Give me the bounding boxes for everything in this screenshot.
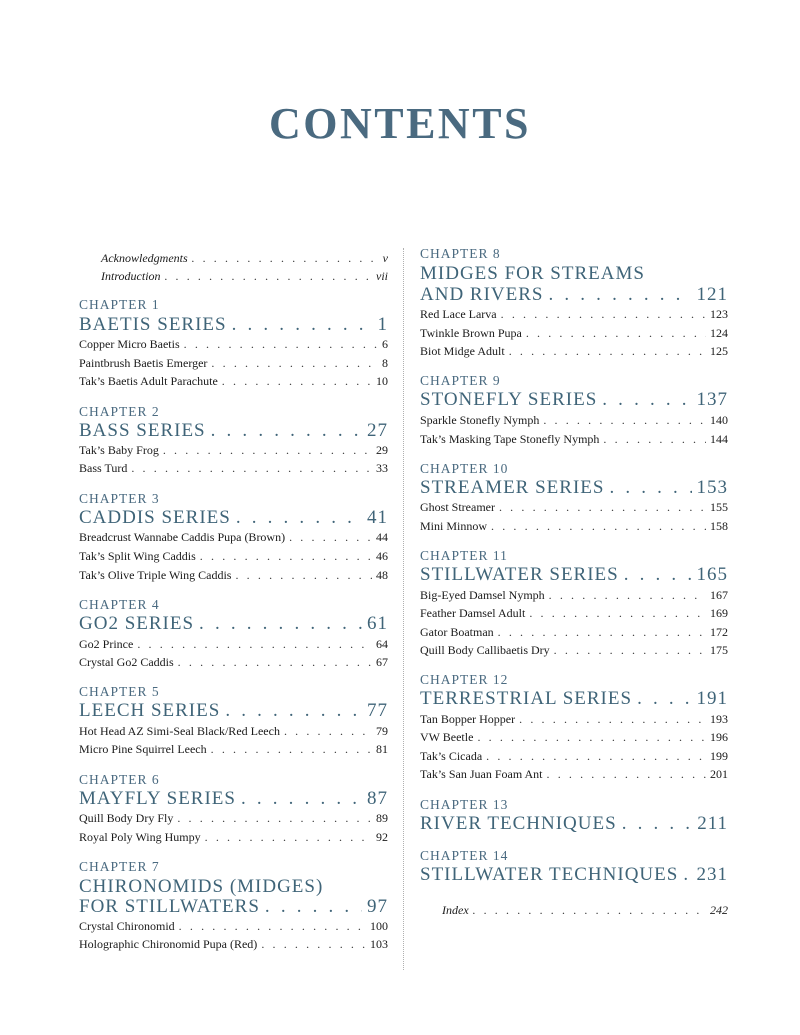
chapter-12-label: CHAPTER 12 xyxy=(420,672,509,687)
entry-name: Red Lace Larva xyxy=(420,307,497,321)
toc-entry[interactable] xyxy=(420,325,728,341)
toc-entry[interactable] xyxy=(420,642,728,658)
chapter-3-label: CHAPTER 3 xyxy=(79,491,160,506)
entry-page: 103 xyxy=(370,937,388,951)
chapter-page: 211 xyxy=(697,813,728,834)
entry-name: Holographic Chironomid Pupa (Red) xyxy=(79,937,258,951)
toc-entry[interactable] xyxy=(79,373,388,389)
chapter-14-title[interactable] xyxy=(420,864,728,886)
chapter-7-title[interactable] xyxy=(79,896,388,918)
entry-page: 67 xyxy=(376,655,388,669)
toc-entry[interactable] xyxy=(79,336,388,352)
chapter-title-text: MAYFLY SERIES xyxy=(79,788,236,809)
chapter-title-text: FOR STILLWATERS xyxy=(79,896,260,917)
entry-page: 167 xyxy=(710,588,728,602)
entry-page: 79 xyxy=(376,724,388,738)
entry-page: 10 xyxy=(376,374,388,388)
toc-entry[interactable] xyxy=(420,605,728,621)
entry-page: 125 xyxy=(710,344,728,358)
dot-leader xyxy=(554,642,706,658)
toc-front-introduction[interactable] xyxy=(79,268,388,284)
dot-leader xyxy=(199,613,362,635)
chapter-page: 137 xyxy=(696,389,728,410)
entry-page: 123 xyxy=(710,307,728,321)
dot-leader xyxy=(637,688,691,710)
entry-page: 100 xyxy=(370,919,388,933)
chapter-6-label: CHAPTER 6 xyxy=(79,772,160,787)
entry-name: Crystal Chironomid xyxy=(79,919,175,933)
dot-leader xyxy=(265,896,362,918)
entry-name: Tak’s San Juan Foam Ant xyxy=(420,767,543,781)
dot-leader xyxy=(222,373,372,389)
entry-name: Go2 Prince xyxy=(79,637,134,651)
entry-name: Mini Minnow xyxy=(420,519,488,533)
entry-page: 124 xyxy=(710,326,728,340)
chapter-2-label: CHAPTER 2 xyxy=(79,404,160,419)
dot-leader xyxy=(498,624,706,640)
entry-name: Bass Turd xyxy=(79,461,128,475)
dot-leader xyxy=(526,325,706,341)
dot-leader xyxy=(205,829,372,845)
entry-page: 81 xyxy=(376,742,388,756)
entry-page: 64 xyxy=(376,637,388,651)
toc-entry[interactable] xyxy=(79,442,388,458)
dot-leader xyxy=(609,477,691,499)
entry-name: VW Beetle xyxy=(420,730,474,744)
toc-front-acknowledgments[interactable] xyxy=(79,250,388,266)
entry-name: Sparkle Stonefly Nymph xyxy=(420,413,540,427)
chapter-10-title[interactable] xyxy=(420,477,728,499)
chapter-title-text: RIVER TECHNIQUES xyxy=(420,813,617,834)
entry-name: Tak’s Baby Frog xyxy=(79,443,159,457)
entry-page: 158 xyxy=(710,519,728,533)
toc-entry[interactable] xyxy=(420,499,728,515)
chapter-page: 87 xyxy=(367,788,388,809)
dot-leader xyxy=(284,723,372,739)
dot-leader xyxy=(163,442,372,458)
dot-leader xyxy=(548,284,691,306)
dot-leader xyxy=(184,336,378,352)
entry-name: Big-Eyed Damsel Nymph xyxy=(420,588,545,602)
column-divider xyxy=(403,248,404,970)
dot-leader xyxy=(236,507,362,529)
chapter-page: 191 xyxy=(696,688,728,709)
dot-leader xyxy=(131,460,372,476)
entry-name: Ghost Streamer xyxy=(420,500,495,514)
dot-leader xyxy=(211,420,362,442)
toc-entry[interactable] xyxy=(420,343,728,359)
chapter-title-text: CADDIS SERIES xyxy=(79,507,231,528)
entry-page: 33 xyxy=(376,461,388,475)
page-title: CONTENTS xyxy=(268,99,532,148)
chapter-8-label: CHAPTER 8 xyxy=(420,246,501,261)
entry-page: 29 xyxy=(376,443,388,457)
chapter-page: 61 xyxy=(367,613,388,634)
entry-name: Tak’s Split Wing Caddis xyxy=(79,549,196,563)
entry-page: 201 xyxy=(710,767,728,781)
entry-name: Twinkle Brown Pupa xyxy=(420,326,522,340)
entry-page: 242 xyxy=(710,903,728,917)
dot-leader xyxy=(622,813,693,835)
entry-page: 193 xyxy=(710,712,728,726)
chapter-12-title[interactable] xyxy=(420,688,728,710)
chapter-5-label: CHAPTER 5 xyxy=(79,684,160,699)
toc-entry[interactable] xyxy=(79,741,388,757)
dot-leader xyxy=(289,529,372,545)
chapter-page: 121 xyxy=(696,284,728,305)
entry-page: 48 xyxy=(376,568,388,582)
chapter-7-title-line1: CHIRONOMIDS (MIDGES) xyxy=(79,876,324,897)
entry-name: Biot Midge Adult xyxy=(420,344,505,358)
toc-entry[interactable] xyxy=(420,431,728,447)
entry-page: 199 xyxy=(710,749,728,763)
toc-entry[interactable] xyxy=(420,412,728,428)
entry-name: Tan Bopper Hopper xyxy=(420,712,516,726)
chapter-title-text: STILLWATER TECHNIQUES xyxy=(420,864,679,885)
entry-name: Tak’s Olive Triple Wing Caddis xyxy=(79,568,232,582)
dot-leader xyxy=(486,748,706,764)
chapter-title-text: BASS SERIES xyxy=(79,420,206,441)
chapter-page: 231 xyxy=(696,864,728,885)
chapter-page: 165 xyxy=(696,564,728,585)
toc-entry[interactable] xyxy=(79,529,388,545)
dot-leader xyxy=(624,564,692,586)
dot-leader xyxy=(211,741,372,757)
chapter-9-title[interactable] xyxy=(420,389,728,411)
entry-name: Hot Head AZ Simi-Seal Black/Red Leech xyxy=(79,724,280,738)
toc-entry[interactable] xyxy=(420,518,728,534)
chapter-page: 97 xyxy=(367,896,388,917)
dot-leader xyxy=(477,729,706,745)
entry-page: 140 xyxy=(710,413,728,427)
entry-page: 46 xyxy=(376,549,388,563)
entry-page: 155 xyxy=(710,500,728,514)
chapter-page: 41 xyxy=(367,507,388,528)
entry-page: 89 xyxy=(376,811,388,825)
dot-leader xyxy=(200,548,372,564)
chapter-2-title[interactable] xyxy=(79,420,388,442)
entry-name: Gator Boatman xyxy=(420,625,494,639)
chapter-page: 27 xyxy=(367,420,388,441)
toc-entry[interactable] xyxy=(79,829,388,845)
dot-leader xyxy=(225,700,362,722)
entry-name: Micro Pine Squirrel Leech xyxy=(79,742,207,756)
chapter-title-text: STILLWATER SERIES xyxy=(420,564,619,585)
dot-leader xyxy=(683,864,691,886)
chapter-page: 153 xyxy=(696,477,728,498)
entry-name: Quill Body Dry Fly xyxy=(79,811,174,825)
dot-leader xyxy=(529,605,706,621)
chapter-page: 77 xyxy=(367,700,388,721)
chapter-14-label: CHAPTER 14 xyxy=(420,848,509,863)
chapter-page: 1 xyxy=(377,314,388,335)
toc-entry[interactable] xyxy=(79,355,388,371)
toc-entry[interactable] xyxy=(420,587,728,603)
dot-leader xyxy=(137,636,372,652)
toc-entry[interactable] xyxy=(79,548,388,564)
chapter-6-title[interactable] xyxy=(79,788,388,810)
toc-entry[interactable] xyxy=(420,729,728,745)
chapter-5-title[interactable] xyxy=(79,700,388,722)
toc-entry[interactable] xyxy=(79,567,388,583)
entry-name: Tak’s Masking Tape Stonefly Nymph xyxy=(420,432,600,446)
entry-name: Feather Damsel Adult xyxy=(420,606,526,620)
toc-entry[interactable] xyxy=(79,723,388,739)
chapter-8-title[interactable] xyxy=(420,284,728,306)
chapter-title-text: TERRESTRIAL SERIES xyxy=(420,688,633,709)
chapter-13-title[interactable] xyxy=(420,813,728,835)
entry-name: Copper Micro Baetis xyxy=(79,337,180,351)
entry-page: v xyxy=(382,251,388,265)
toc-entry[interactable] xyxy=(79,636,388,652)
dot-leader xyxy=(549,587,706,603)
dot-leader xyxy=(473,902,706,918)
entry-name: Acknowledgments xyxy=(101,251,188,265)
dot-leader xyxy=(602,389,691,411)
dot-leader xyxy=(499,499,706,515)
dot-leader xyxy=(211,355,378,371)
dot-leader xyxy=(177,810,372,826)
entry-page: 169 xyxy=(710,606,728,620)
toc-entry[interactable] xyxy=(420,766,728,782)
toc-back-index[interactable] xyxy=(420,902,728,918)
dot-leader xyxy=(165,268,372,284)
toc-entry[interactable] xyxy=(79,936,388,952)
dot-leader xyxy=(235,567,372,583)
dot-leader xyxy=(241,788,362,810)
dot-leader xyxy=(509,343,706,359)
toc-entry[interactable] xyxy=(420,306,728,322)
dot-leader xyxy=(179,918,366,934)
entry-name: Breadcrust Wannabe Caddis Pupa (Brown) xyxy=(79,530,286,544)
dot-leader xyxy=(192,250,379,266)
dot-leader xyxy=(603,431,706,447)
toc-entry[interactable] xyxy=(79,918,388,934)
entry-name: Index xyxy=(442,903,469,917)
dot-leader xyxy=(491,518,706,534)
dot-leader xyxy=(501,306,706,322)
chapter-11-title[interactable] xyxy=(420,564,728,586)
entry-page: 92 xyxy=(376,830,388,844)
entry-page: 44 xyxy=(376,530,388,544)
chapter-title-text: AND RIVERS xyxy=(420,284,544,305)
chapter-10-label: CHAPTER 10 xyxy=(420,461,509,476)
chapter-title-text: GO2 SERIES xyxy=(79,613,195,634)
dot-leader xyxy=(519,711,706,727)
chapter-4-title[interactable] xyxy=(79,613,388,635)
entry-page: 144 xyxy=(710,432,728,446)
chapter-title-text: STONEFLY SERIES xyxy=(420,389,598,410)
chapter-1-title[interactable] xyxy=(79,314,388,336)
dot-leader xyxy=(543,412,706,428)
toc-entry[interactable] xyxy=(79,654,388,670)
entry-page: 175 xyxy=(710,643,728,657)
toc-entry[interactable] xyxy=(420,624,728,640)
chapter-3-title[interactable] xyxy=(79,507,388,529)
entry-name: Crystal Go2 Caddis xyxy=(79,655,174,669)
toc-entry[interactable] xyxy=(79,810,388,826)
entry-name: Introduction xyxy=(101,269,161,283)
chapter-title-text: STREAMER SERIES xyxy=(420,477,605,498)
dot-leader xyxy=(547,766,707,782)
chapter-7-label: CHAPTER 7 xyxy=(79,859,160,874)
entry-page: 172 xyxy=(710,625,728,639)
entry-page: 8 xyxy=(382,356,388,370)
entry-page: 196 xyxy=(710,730,728,744)
toc-entry[interactable] xyxy=(420,748,728,764)
entry-name: Paintbrush Baetis Emerger xyxy=(79,356,208,370)
toc-entry[interactable] xyxy=(79,460,388,476)
entry-name: Tak’s Cicada xyxy=(420,749,483,763)
entry-page: vii xyxy=(376,269,388,283)
dot-leader xyxy=(232,314,373,336)
chapter-4-label: CHAPTER 4 xyxy=(79,597,160,612)
chapter-title-text: LEECH SERIES xyxy=(79,700,221,721)
chapter-8-title-line1: MIDGES FOR STREAMS xyxy=(420,263,645,284)
dot-leader xyxy=(261,936,366,952)
entry-name: Royal Poly Wing Humpy xyxy=(79,830,201,844)
chapter-9-label: CHAPTER 9 xyxy=(420,373,501,388)
dot-leader xyxy=(178,654,372,670)
chapter-11-label: CHAPTER 11 xyxy=(420,548,508,563)
entry-name: Tak’s Baetis Adult Parachute xyxy=(79,374,218,388)
chapter-13-label: CHAPTER 13 xyxy=(420,797,509,812)
entry-name: Quill Body Callibaetis Dry xyxy=(420,643,550,657)
entry-page: 6 xyxy=(382,337,388,351)
chapter-title-text: BAETIS SERIES xyxy=(79,314,227,335)
chapter-1-label: CHAPTER 1 xyxy=(79,297,160,312)
toc-entry[interactable] xyxy=(420,711,728,727)
